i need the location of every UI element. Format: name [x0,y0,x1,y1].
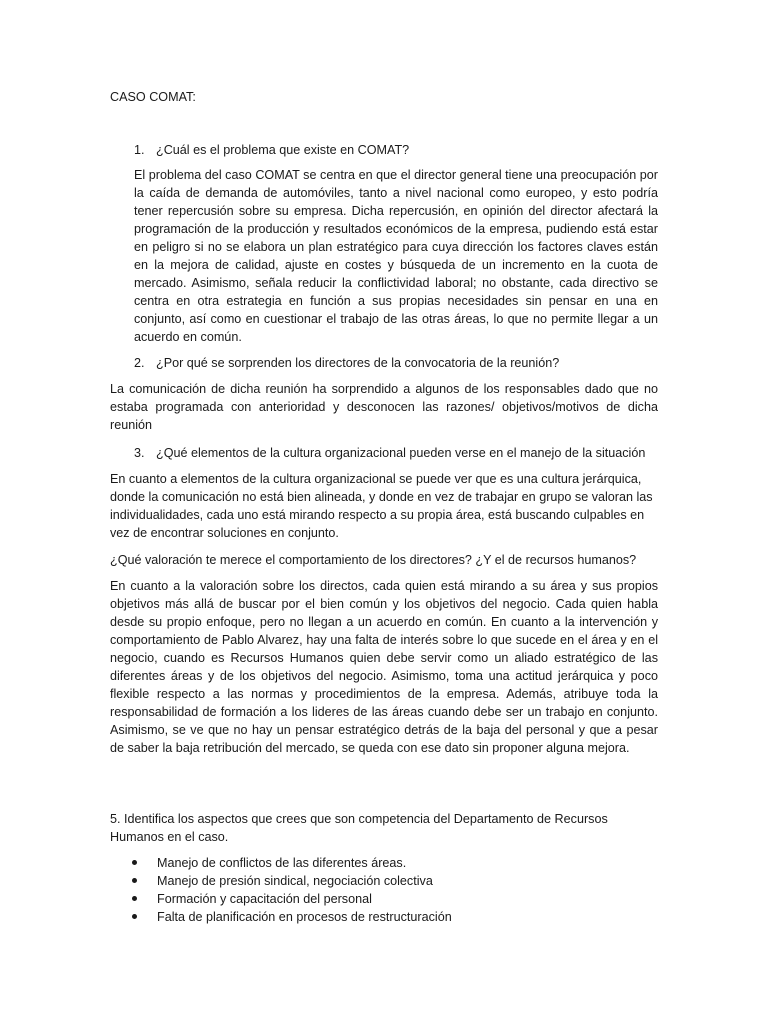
list-item: Formación y capacitación del personal [130,890,452,908]
bullet-icon [132,878,137,883]
question-3-text: ¿Qué elementos de la cultura organizacional pueden verse en el manejo de la situación [156,446,646,460]
bullet-icon [132,896,137,901]
bullet-icon [132,860,137,865]
competencies-list [130,854,452,926]
question-3 [134,444,662,462]
answer-4: En cuanto a la valoración sobre los directos, cada quien está mirando a su área y sus propios objetivos más allá de buscar por el bien común y los objetivos del negocio. Cada quien habla desde su propio enfoque, pero no llegan a un acuerdo en común. En cuanto a la intervención y comportamiento de Pablo Alvarez, hay una falta de interés sobre lo que sucede en el área y en el negocio, cuando es Recursos Humanos quien debe servir como un aliado estratégico de las diferentes áreas y de los objetivos del negocio. Asimismo, toma una actitud jerárquica y poco flexible respecto a las normas y procedimientos de la empresa. Además, atribuye toda la responsabilidad de formación a los lideres de las áreas cuando debe ser un trabajo en conjunto. Asimismo, se ve que no hay un pensar estratégico detrás de la baja del personal y que a pesar de saber la baja retribución del mercado, se queda con ese dato sin proponer alguna mejora. [110,579,658,755]
document-title: CASO COMAT: [110,90,196,104]
question-3-number: 3. [134,446,145,460]
question-1-text: ¿Cuál es el problema que existe en COMAT? [156,143,410,157]
answer-2: La comunicación de dicha reunión ha sorprendido a algunos de los responsables dado que no estaba programada con anterioridad y desconocen las razones/ objetivos/motivos de dicha reunión [110,382,658,432]
question-4: ¿Qué valoración te merece el comportamiento de los directores? ¿Y el de recursos humanos? [110,553,637,567]
question-5: 5. Identifica los aspectos que crees que son competencia del Departamento de Recursos Humanos en el caso. [110,812,608,844]
list-item: Manejo de conflictos de las diferentes áreas. [130,854,452,872]
question-1 [134,141,662,159]
bullet-icon [132,914,137,919]
question-2-number: 2. [134,356,145,370]
question-2-text: ¿Por qué se sorprenden los directores de la convocatoria de la reunión? [156,356,560,370]
question-1-number: 1. [134,143,145,157]
list-item: Manejo de presión sindical, negociación colectiva [130,872,452,890]
answer-1: El problema del caso COMAT se centra en que el director general tiene una preocupación por la caída de demanda de automóviles, tanto a nivel nacional como europeo, y esto podría tener repercusión sobre su empresa. Dicha repercusión, en opinión del director afectará la programación de la producción y resultados económicos de la empresa, pudiendo está estar en peligro si no se elabora un plan estratégico para cuya dirección los factores claves están en la mejora de calidad, ajuste en costes y búsqueda de un incremento en la cuota de mercado. Asimismo, señala reducir la conflictividad laboral; no obstante, cada directivo se centra en otra estrategia en función a sus propias necesidades sin pensar en una en conjunto, así como en cuestionar el trabajo de las otras áreas, lo que no permite llegar a un acuerdo en común. [134,168,658,344]
question-2 [134,354,662,372]
list-item: Falta de planificación en procesos de restructuración [130,908,452,926]
answer-3: En cuanto a elementos de la cultura organizacional se puede ver que es una cultura jerárquica, donde la comunicación no está bien alineada, y donde en vez de trabajar en grupo se valoran las individualidades, cada uno está mirando respecto a su propia área, está buscando culpables en vez de encontrar soluciones en conjunto. [110,472,653,540]
